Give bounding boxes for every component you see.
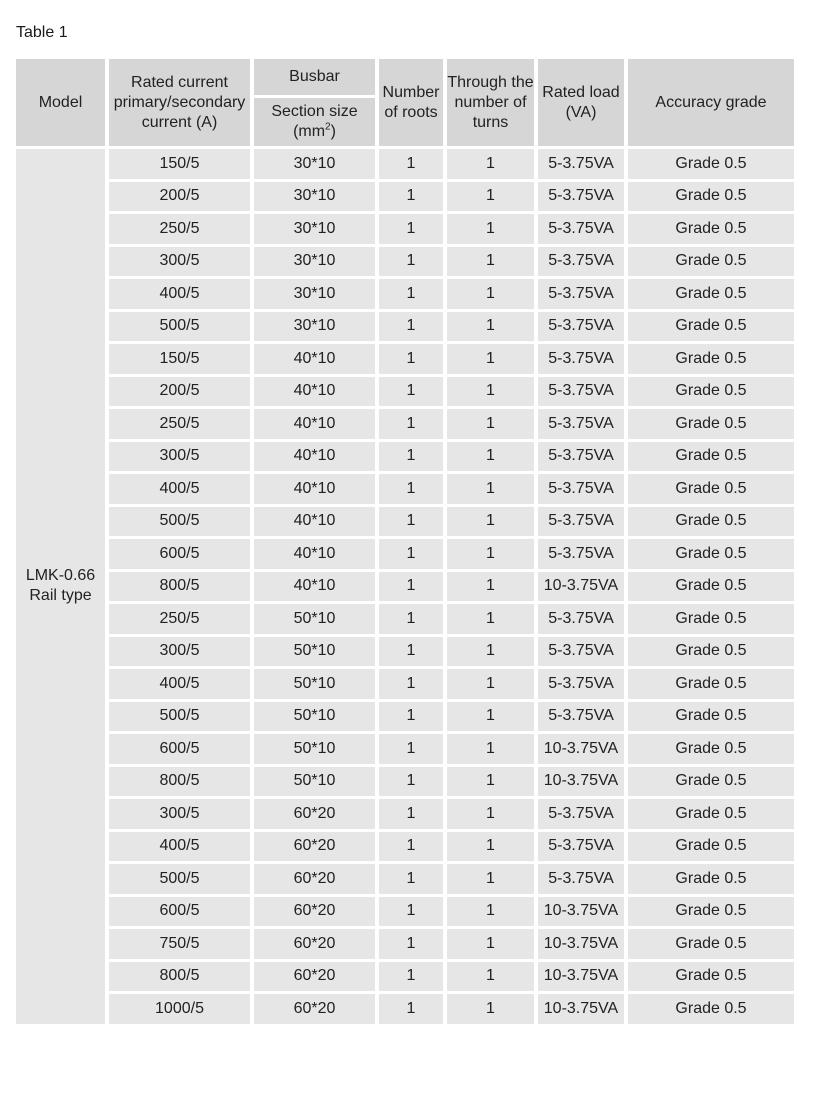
- cell-section-size: 40*10: [254, 377, 375, 407]
- table-row: [16, 247, 794, 277]
- cell-rated-load: 5-3.75VA: [538, 279, 624, 309]
- cell-number-of-roots: 1: [379, 604, 443, 634]
- cell-number-of-turns: 1: [447, 247, 534, 277]
- table-row: [16, 734, 794, 764]
- table-row: [16, 474, 794, 504]
- table-row: [16, 214, 794, 244]
- cell-number-of-turns: 1: [447, 312, 534, 342]
- cell-number-of-turns: 1: [447, 669, 534, 699]
- cell-rated-current: 800/5: [109, 767, 250, 797]
- cell-rated-load: 5-3.75VA: [538, 702, 624, 732]
- cell-number-of-turns: 1: [447, 799, 534, 829]
- table-row: [16, 702, 794, 732]
- cell-number-of-turns: 1: [447, 409, 534, 439]
- header-section-unit-suffix: ): [330, 123, 336, 140]
- cell-rated-current: 800/5: [109, 572, 250, 602]
- cell-number-of-turns: 1: [447, 962, 534, 992]
- cell-section-size: 60*20: [254, 929, 375, 959]
- table-caption: Table 1: [16, 24, 68, 41]
- cell-rated-load: 5-3.75VA: [538, 182, 624, 212]
- cell-accuracy-grade: Grade 0.5: [628, 897, 794, 927]
- table-row: [16, 149, 794, 179]
- cell-rated-load: 5-3.75VA: [538, 442, 624, 472]
- cell-rated-current: 500/5: [109, 312, 250, 342]
- cell-number-of-roots: 1: [379, 994, 443, 1024]
- cell-rated-current: 200/5: [109, 182, 250, 212]
- cell-rated-load: 5-3.75VA: [538, 637, 624, 667]
- cell-rated-load: 10-3.75VA: [538, 929, 624, 959]
- cell-number-of-turns: 1: [447, 182, 534, 212]
- cell-rated-current: 200/5: [109, 377, 250, 407]
- cell-accuracy-grade: Grade 0.5: [628, 312, 794, 342]
- cell-rated-load: 5-3.75VA: [538, 864, 624, 894]
- cell-number-of-roots: 1: [379, 734, 443, 764]
- table-row: [16, 312, 794, 342]
- cell-section-size: 50*10: [254, 637, 375, 667]
- cell-number-of-roots: 1: [379, 572, 443, 602]
- cell-rated-current: 300/5: [109, 799, 250, 829]
- cell-section-size: 60*20: [254, 962, 375, 992]
- cell-number-of-roots: 1: [379, 767, 443, 797]
- header-busbar: Busbar: [254, 59, 375, 95]
- header-model: Model: [16, 59, 105, 146]
- cell-rated-load: 10-3.75VA: [538, 962, 624, 992]
- cell-number-of-turns: 1: [447, 474, 534, 504]
- cell-accuracy-grade: Grade 0.5: [628, 214, 794, 244]
- cell-number-of-roots: 1: [379, 799, 443, 829]
- cell-rated-current: 500/5: [109, 702, 250, 732]
- cell-number-of-turns: 1: [447, 377, 534, 407]
- cell-rated-current: 150/5: [109, 149, 250, 179]
- cell-rated-current: 500/5: [109, 507, 250, 537]
- header-number-of-turns: Through the number of turns: [447, 59, 534, 146]
- cell-accuracy-grade: Grade 0.5: [628, 539, 794, 569]
- cell-section-size: 40*10: [254, 409, 375, 439]
- cell-number-of-roots: 1: [379, 377, 443, 407]
- cell-number-of-turns: 1: [447, 344, 534, 374]
- cell-rated-current: 600/5: [109, 734, 250, 764]
- cell-number-of-roots: 1: [379, 539, 443, 569]
- table-row: [16, 507, 794, 537]
- table-row: [16, 669, 794, 699]
- cell-accuracy-grade: Grade 0.5: [628, 864, 794, 894]
- cell-rated-current: 500/5: [109, 864, 250, 894]
- cell-rated-current: 400/5: [109, 279, 250, 309]
- cell-number-of-roots: 1: [379, 637, 443, 667]
- cell-number-of-roots: 1: [379, 962, 443, 992]
- cell-section-size: 30*10: [254, 279, 375, 309]
- cell-section-size: 30*10: [254, 214, 375, 244]
- cell-section-size: 40*10: [254, 572, 375, 602]
- cell-number-of-roots: 1: [379, 669, 443, 699]
- cell-accuracy-grade: Grade 0.5: [628, 702, 794, 732]
- cell-number-of-turns: 1: [447, 442, 534, 472]
- cell-number-of-turns: 1: [447, 929, 534, 959]
- cell-rated-load: 10-3.75VA: [538, 897, 624, 927]
- cell-section-size: 60*20: [254, 832, 375, 862]
- cell-number-of-roots: 1: [379, 344, 443, 374]
- cell-accuracy-grade: Grade 0.5: [628, 377, 794, 407]
- cell-rated-current: 400/5: [109, 832, 250, 862]
- cell-accuracy-grade: Grade 0.5: [628, 929, 794, 959]
- cell-accuracy-grade: Grade 0.5: [628, 182, 794, 212]
- cell-number-of-turns: 1: [447, 734, 534, 764]
- cell-number-of-turns: 1: [447, 279, 534, 309]
- cell-number-of-turns: 1: [447, 637, 534, 667]
- cell-rated-load: 10-3.75VA: [538, 572, 624, 602]
- table-row: [16, 377, 794, 407]
- cell-accuracy-grade: Grade 0.5: [628, 149, 794, 179]
- cell-number-of-roots: 1: [379, 897, 443, 927]
- table-row: [16, 279, 794, 309]
- cell-rated-current: 150/5: [109, 344, 250, 374]
- cell-number-of-roots: 1: [379, 832, 443, 862]
- cell-accuracy-grade: Grade 0.5: [628, 604, 794, 634]
- cell-number-of-turns: 1: [447, 539, 534, 569]
- header-accuracy-grade: Accuracy grade: [628, 59, 794, 146]
- cell-number-of-roots: 1: [379, 409, 443, 439]
- cell-section-size: 40*10: [254, 474, 375, 504]
- table-row: [16, 344, 794, 374]
- table-row: [16, 572, 794, 602]
- cell-rated-load: 10-3.75VA: [538, 994, 624, 1024]
- cell-number-of-turns: 1: [447, 572, 534, 602]
- table-row: [16, 442, 794, 472]
- table-row: [16, 799, 794, 829]
- cell-accuracy-grade: Grade 0.5: [628, 442, 794, 472]
- header-number-of-roots: Number of roots: [379, 59, 443, 146]
- cell-accuracy-grade: Grade 0.5: [628, 409, 794, 439]
- cell-rated-load: 5-3.75VA: [538, 214, 624, 244]
- cell-section-size: 40*10: [254, 507, 375, 537]
- cell-rated-load: 10-3.75VA: [538, 734, 624, 764]
- table-body: [16, 149, 794, 1024]
- cell-accuracy-grade: Grade 0.5: [628, 474, 794, 504]
- cell-section-size: 30*10: [254, 182, 375, 212]
- cell-number-of-turns: 1: [447, 897, 534, 927]
- cell-rated-load: 5-3.75VA: [538, 409, 624, 439]
- cell-section-size: 50*10: [254, 767, 375, 797]
- cell-rated-current: 1000/5: [109, 994, 250, 1024]
- model-type: Rail type: [29, 587, 92, 605]
- table-row: [16, 962, 794, 992]
- table-row: [16, 604, 794, 634]
- cell-number-of-roots: 1: [379, 442, 443, 472]
- cell-rated-load: 5-3.75VA: [538, 247, 624, 277]
- cell-rated-current: 300/5: [109, 442, 250, 472]
- cell-number-of-turns: 1: [447, 832, 534, 862]
- cell-number-of-turns: 1: [447, 149, 534, 179]
- cell-rated-load: 5-3.75VA: [538, 312, 624, 342]
- cell-number-of-roots: 1: [379, 864, 443, 894]
- cell-section-size: 60*20: [254, 897, 375, 927]
- cell-rated-current: 750/5: [109, 929, 250, 959]
- cell-number-of-roots: 1: [379, 149, 443, 179]
- cell-number-of-roots: 1: [379, 474, 443, 504]
- cell-rated-load: 5-3.75VA: [538, 604, 624, 634]
- cell-number-of-turns: 1: [447, 507, 534, 537]
- cell-section-size: 40*10: [254, 539, 375, 569]
- cell-accuracy-grade: Grade 0.5: [628, 734, 794, 764]
- cell-number-of-turns: 1: [447, 994, 534, 1024]
- cell-accuracy-grade: Grade 0.5: [628, 962, 794, 992]
- table-row: [16, 539, 794, 569]
- cell-rated-load: 5-3.75VA: [538, 474, 624, 504]
- cell-number-of-turns: 1: [447, 214, 534, 244]
- cell-number-of-turns: 1: [447, 767, 534, 797]
- cell-accuracy-grade: Grade 0.5: [628, 344, 794, 374]
- cell-rated-current: 300/5: [109, 637, 250, 667]
- cell-rated-current: 600/5: [109, 539, 250, 569]
- cell-rated-current: 400/5: [109, 669, 250, 699]
- cell-section-size: 40*10: [254, 442, 375, 472]
- header-rated-load: Rated load (VA): [538, 59, 624, 146]
- cell-rated-current: 300/5: [109, 247, 250, 277]
- cell-accuracy-grade: Grade 0.5: [628, 799, 794, 829]
- cell-section-size: 60*20: [254, 799, 375, 829]
- cell-section-size: 50*10: [254, 734, 375, 764]
- cell-section-size: 30*10: [254, 149, 375, 179]
- cell-rated-load: 5-3.75VA: [538, 832, 624, 862]
- cell-accuracy-grade: Grade 0.5: [628, 507, 794, 537]
- cell-rated-current: 400/5: [109, 474, 250, 504]
- cell-section-size: 40*10: [254, 344, 375, 374]
- table-row: [16, 409, 794, 439]
- cell-number-of-turns: 1: [447, 604, 534, 634]
- cell-rated-current: 600/5: [109, 897, 250, 927]
- cell-section-size: 50*10: [254, 702, 375, 732]
- cell-rated-load: 5-3.75VA: [538, 669, 624, 699]
- cell-accuracy-grade: Grade 0.5: [628, 572, 794, 602]
- header-section-unit-prefix: (mm: [293, 123, 326, 140]
- cell-number-of-roots: 1: [379, 702, 443, 732]
- cell-accuracy-grade: Grade 0.5: [628, 279, 794, 309]
- cell-section-size: 60*20: [254, 864, 375, 894]
- table-row: [16, 767, 794, 797]
- header-section-unit-sup: 2: [325, 121, 331, 133]
- cell-section-size: 50*10: [254, 669, 375, 699]
- cell-model: [16, 149, 105, 1024]
- cell-rated-current: 250/5: [109, 409, 250, 439]
- cell-section-size: 30*10: [254, 312, 375, 342]
- cell-number-of-roots: 1: [379, 247, 443, 277]
- specification-table: [12, 56, 798, 1027]
- cell-number-of-roots: 1: [379, 214, 443, 244]
- header-rated-current: Rated current primary/secondary current (A): [109, 59, 250, 146]
- cell-number-of-turns: 1: [447, 702, 534, 732]
- table-row: [16, 182, 794, 212]
- cell-rated-load: 5-3.75VA: [538, 507, 624, 537]
- cell-section-size: 60*20: [254, 994, 375, 1024]
- cell-number-of-roots: 1: [379, 279, 443, 309]
- table-row: [16, 832, 794, 862]
- cell-rated-load: 5-3.75VA: [538, 539, 624, 569]
- header-section-size: [254, 98, 375, 146]
- cell-number-of-roots: 1: [379, 312, 443, 342]
- cell-section-size: 30*10: [254, 247, 375, 277]
- cell-rated-current: 250/5: [109, 214, 250, 244]
- table-row: [16, 864, 794, 894]
- cell-accuracy-grade: Grade 0.5: [628, 637, 794, 667]
- table-row: [16, 637, 794, 667]
- cell-number-of-turns: 1: [447, 864, 534, 894]
- cell-rated-current: 800/5: [109, 962, 250, 992]
- cell-number-of-roots: 1: [379, 182, 443, 212]
- table-row: [16, 929, 794, 959]
- cell-accuracy-grade: Grade 0.5: [628, 669, 794, 699]
- header-section-size-label: Section size: [271, 103, 358, 120]
- cell-number-of-roots: 1: [379, 507, 443, 537]
- cell-rated-load: 5-3.75VA: [538, 149, 624, 179]
- table-row: [16, 994, 794, 1024]
- cell-accuracy-grade: Grade 0.5: [628, 247, 794, 277]
- cell-accuracy-grade: Grade 0.5: [628, 767, 794, 797]
- cell-rated-load: 5-3.75VA: [538, 377, 624, 407]
- cell-accuracy-grade: Grade 0.5: [628, 994, 794, 1024]
- cell-number-of-roots: 1: [379, 929, 443, 959]
- table-header: [16, 59, 794, 146]
- cell-accuracy-grade: Grade 0.5: [628, 832, 794, 862]
- cell-rated-load: 5-3.75VA: [538, 344, 624, 374]
- table-row: [16, 897, 794, 927]
- cell-rated-load: 10-3.75VA: [538, 767, 624, 797]
- model-name: LMK-0.66: [25, 567, 96, 585]
- cell-rated-load: 5-3.75VA: [538, 799, 624, 829]
- cell-section-size: 50*10: [254, 604, 375, 634]
- cell-rated-current: 250/5: [109, 604, 250, 634]
